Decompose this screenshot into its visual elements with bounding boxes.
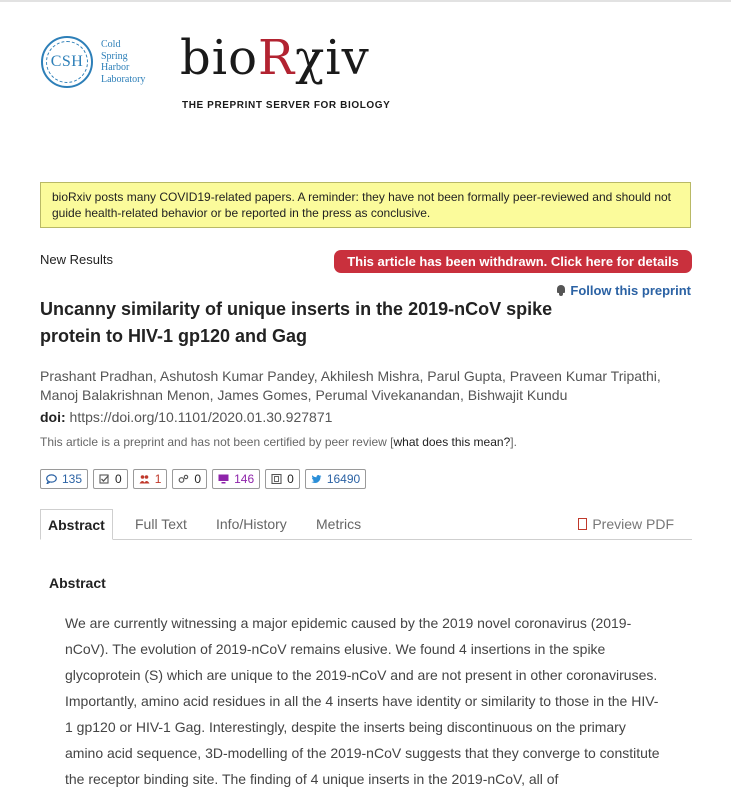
tab-full-text[interactable]: Full Text [135,516,187,532]
share-icon [178,474,189,484]
csh-logo[interactable] [41,36,145,88]
preprint-notice: This article is a preprint and has not been certified by peer review [what does this mean?]. [40,435,517,449]
metrics-bar [40,469,366,489]
tagline: THE PREPRINT SERVER FOR BIOLOGY [182,100,391,111]
checkbox-icon [99,474,110,484]
biorxiv-logo[interactable]: bioRχiv [180,30,370,86]
shares-count[interactable]: 0 [172,469,207,489]
comments-count[interactable]: 135 [40,469,88,489]
preview-pdf-link[interactable]: Preview PDF [578,509,674,539]
checks-count[interactable]: 0 [93,469,128,489]
what-does-this-mean-link[interactable]: what does this mean? [393,435,511,449]
doi: doi: https://doi.org/10.1101/2020.01.30.927871 [40,409,333,425]
abstract-text: We are currently witnessing a major epidemic caused by the 2019 novel coronavirus (2019-nCoV). The evolution of 2019-nCoV remains elusive. We found 4 insertions in the spike glycoprotein (S) which are unique to the 2019-nCoV and are not present in other coronaviruses. Importantly, amino acid residues in all the 4 inserts have identity or similarity to those in the HIV-1 gp120 or HIV-1 Gag. Interestingly, despite the inserts being discontinuous on the primary amino acid sequence, 3D-modelling of the 2019-nCoV suggests that they converge to constitute the receptor binding site. The finding of 4 unique inserts in the 2019-nCoV, all of [65,615,660,787]
users-count[interactable]: 1 [133,469,168,489]
tab-abstract[interactable]: Abstract [40,509,113,540]
film-icon [271,474,282,484]
article-tabs [40,509,692,540]
csh-seal: CSH [41,36,93,88]
media-count[interactable]: 0 [265,469,300,489]
pdf-icon [578,518,587,530]
twitter-icon [311,474,322,484]
covid-notice-banner: bioRxiv posts many COVID19-related papers. A reminder: they have not been formally peer-reviewed and should not guide health-related behavior or be reported in the press as conclusive. [40,182,691,228]
follow-preprint-link[interactable]: Follow this preprint [556,283,691,298]
withdrawn-button[interactable]: This article has been withdrawn. Click here for details [334,250,692,273]
comment-icon [46,474,57,484]
tweets-count[interactable]: 16490 [305,469,366,489]
csh-name: Cold Spring Harbor Laboratory [101,39,146,85]
users-icon [139,474,150,484]
section-label: New Results [40,252,113,267]
author-list[interactable]: Prashant Pradhan, Ashutosh Kumar Pandey, Akhilesh Mishra, Parul Gupta, Praveen Kumar Tripathi, Manoj Balakrishnan Menon, James Gomes, Perumal Vivekanandan, Bishwajit Kundu [40,368,661,403]
top-border [0,0,731,2]
views-count[interactable]: 146 [212,469,260,489]
article-title: Uncanny similarity of unique inserts in the 2019-nCoV spike protein to HIV-1 gp120 and Gag [40,299,553,346]
abstract-heading: Abstract [49,575,106,591]
tab-metrics[interactable]: Metrics [316,516,362,532]
monitor-icon [218,474,229,484]
bell-icon [556,285,566,296]
doi-link[interactable]: https://doi.org/10.1101/2020.01.30.927871 [69,409,333,425]
tab-info-history[interactable]: Info/History [216,516,287,532]
